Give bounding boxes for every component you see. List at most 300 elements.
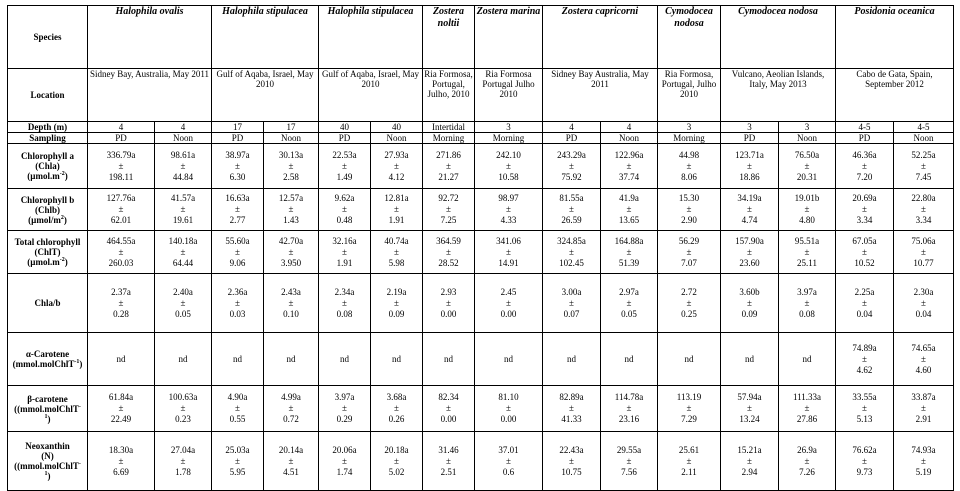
value-line: 81.10 xyxy=(498,392,519,402)
value-line: 102.45 xyxy=(559,257,584,268)
value-line: ± xyxy=(342,160,347,171)
value-line: 2.91 xyxy=(915,414,932,424)
value-line: 98.61a xyxy=(170,149,196,160)
value-line: 157.90a xyxy=(735,235,764,246)
value-line: ± xyxy=(626,246,632,257)
value-line: 38.97a xyxy=(225,149,250,160)
value-line: 82.89a xyxy=(559,392,584,402)
value-line: 127.76a xyxy=(106,193,136,203)
value-line: 10.58 xyxy=(498,171,519,182)
value-line: 41.33 xyxy=(561,414,582,424)
value-line: ± xyxy=(862,403,867,413)
beta-value-cell xyxy=(601,386,658,432)
chlt-value-cell xyxy=(264,231,319,274)
location-cell: Sidney Bay, Australia, May 2011 xyxy=(88,69,212,122)
value-line: ± xyxy=(506,160,511,171)
value-line: 9.73 xyxy=(856,466,873,477)
value-line: ± xyxy=(342,297,347,308)
value-line: 26.59 xyxy=(561,215,582,225)
value-line: ± xyxy=(506,204,511,214)
value-line: 3.68a xyxy=(386,392,407,402)
neo-value-cell xyxy=(658,432,721,491)
value-line: 51.39 xyxy=(618,257,640,268)
species-cell: Posidonia oceanica xyxy=(836,6,954,69)
value-line: ± xyxy=(446,246,451,257)
chla-value-cell xyxy=(423,144,475,189)
beta-value-cell xyxy=(894,386,954,432)
value-line: 341.06 xyxy=(496,235,521,246)
value-line: 27.93a xyxy=(384,149,409,160)
beta-value-cell xyxy=(155,386,212,432)
value-line: 0.55 xyxy=(229,414,246,424)
value-line: ± xyxy=(686,403,692,413)
value-line: ± xyxy=(569,455,574,466)
chla-value-cell xyxy=(601,144,658,189)
value-line: 0.09 xyxy=(388,308,405,319)
species-cell: Halophila stipulacea xyxy=(212,6,319,69)
value-line: ± xyxy=(506,455,511,466)
depth-value-cell: 4 xyxy=(543,122,601,133)
value-line: 75.06a xyxy=(911,235,936,246)
value-line: 33.55a xyxy=(852,392,877,402)
value-line: 3.97a xyxy=(797,286,817,297)
alpha-row xyxy=(8,333,954,386)
value-line: 13.24 xyxy=(739,414,760,424)
ratio-row xyxy=(8,274,954,333)
value-line: 95.51a xyxy=(794,235,820,246)
chla-value-cell xyxy=(475,144,543,189)
alpha-value-cell xyxy=(475,333,543,386)
value-line: 44.84 xyxy=(172,171,194,182)
value-line: 75.92 xyxy=(561,171,582,182)
value-line: 0.25 xyxy=(681,308,697,319)
value-line: 3.00a xyxy=(561,286,582,297)
value-line: 2.58 xyxy=(283,171,299,182)
chlb-value-cell xyxy=(88,189,155,231)
depth-value-cell: Intertidal xyxy=(423,122,475,133)
chlt-value-cell xyxy=(155,231,212,274)
value-line: ± xyxy=(862,353,867,364)
value-line: ± xyxy=(180,403,186,413)
value-line: ± xyxy=(118,160,124,171)
value-line: 0.07 xyxy=(563,308,580,319)
value-line: ± xyxy=(626,403,632,413)
value-line: 1.91 xyxy=(336,257,353,268)
value-line: 81.55a xyxy=(559,193,584,203)
value-line: 57.94a xyxy=(737,392,762,402)
value-line: 0.03 xyxy=(229,308,246,319)
chlb-value-cell xyxy=(601,189,658,231)
ratio-value-cell xyxy=(779,274,836,333)
beta-value-cell xyxy=(779,386,836,432)
location-cell: Gulf of Aqaba, Israel, May 2010 xyxy=(212,69,319,122)
value-line: ± xyxy=(804,297,810,308)
value-line: 10.77 xyxy=(913,257,934,268)
value-line: 44.98 xyxy=(678,149,700,160)
chlb-value-cell xyxy=(264,189,319,231)
value-line: 64.44 xyxy=(172,257,194,268)
value-line: 31.46 xyxy=(438,444,459,455)
depth-value-cell: 17 xyxy=(212,122,264,133)
value-line: ± xyxy=(506,403,511,413)
value-line: 1.78 xyxy=(175,466,191,477)
value-line: 0.04 xyxy=(856,308,873,319)
location-row xyxy=(8,69,954,122)
value-line: 22.80a xyxy=(911,193,936,203)
sampling-value-cell: PD xyxy=(721,133,779,144)
neo-value-cell xyxy=(88,432,155,491)
neo-value-cell xyxy=(155,432,212,491)
value-line: ± xyxy=(921,297,926,308)
value-line: ± xyxy=(921,353,926,364)
value-line: ± xyxy=(180,160,186,171)
value-line: 29.55a xyxy=(616,444,642,455)
depth-value-cell: 3 xyxy=(721,122,779,133)
value-line: 0.00 xyxy=(440,414,457,424)
chlt-value-cell xyxy=(779,231,836,274)
value-line: ± xyxy=(180,455,186,466)
value-line: nd xyxy=(745,353,754,364)
value-line: 13.65 xyxy=(618,215,640,225)
value-line: ± xyxy=(446,297,451,308)
chla-value-cell xyxy=(88,144,155,189)
value-line: 33.87a xyxy=(911,392,936,402)
value-line: 0.00 xyxy=(440,308,457,319)
value-line: 26.9a xyxy=(797,444,817,455)
value-line: 20.31 xyxy=(796,171,818,182)
value-line: ± xyxy=(118,455,124,466)
value-line: ± xyxy=(446,455,451,466)
chlt-value-cell xyxy=(88,231,155,274)
value-line: 0.29 xyxy=(336,414,353,424)
species-cell: Halophila stipulacea xyxy=(319,6,423,69)
alpha-value-cell xyxy=(319,333,371,386)
neo-value-cell xyxy=(721,432,779,491)
location-cell: Ria Formosa Portugal Julho 2010 xyxy=(475,69,543,122)
chlb-value-cell xyxy=(836,189,894,231)
ratio-value-cell xyxy=(543,274,601,333)
value-line: 3.34 xyxy=(915,215,932,225)
alpha-value-cell xyxy=(836,333,894,386)
value-line: 324.85a xyxy=(557,235,586,246)
value-line: ± xyxy=(686,297,692,308)
chla-header: Chlorophyll a (Chla) $(\mu mol.m^{-2})$ xyxy=(8,144,88,189)
ratio-value-cell xyxy=(319,274,371,333)
neo-value-cell xyxy=(779,432,836,491)
value-line: ± xyxy=(862,160,867,171)
value-line: ± xyxy=(394,297,399,308)
value-line: ± xyxy=(804,160,810,171)
value-line: 25.03a xyxy=(225,444,250,455)
value-line: ± xyxy=(446,160,451,171)
value-line: 2.37a xyxy=(111,286,131,297)
value-line: ± xyxy=(804,204,810,214)
value-line: 2.51 xyxy=(440,466,457,477)
chlt-value-cell xyxy=(319,231,371,274)
value-line: ± xyxy=(921,160,926,171)
value-line: 4.51 xyxy=(283,466,299,477)
sampling-value-cell: Morning xyxy=(475,133,543,144)
value-line: 243.29a xyxy=(557,149,586,160)
value-line: 37.74 xyxy=(618,171,640,182)
value-line: nd xyxy=(684,353,694,364)
value-line: 5.02 xyxy=(388,466,405,477)
value-line: 18.30a xyxy=(108,444,134,455)
value-line: ± xyxy=(747,403,752,413)
value-line: 0.08 xyxy=(799,308,815,319)
value-line: ± xyxy=(862,455,867,466)
value-line: 7.20 xyxy=(856,171,873,182)
value-line: 92.72 xyxy=(438,193,459,203)
pigment-table xyxy=(7,5,954,491)
depth-value-cell: 4-5 xyxy=(836,122,894,133)
value-line: 2.94 xyxy=(741,466,758,477)
value-line: ± xyxy=(686,204,692,214)
value-line: 2.34a xyxy=(334,286,355,297)
value-line: 52.25a xyxy=(911,149,936,160)
alpha-value-cell xyxy=(658,333,721,386)
beta-header: β-carotene ((mmol.molChlT- $^1$) xyxy=(8,386,88,432)
depth-value-cell: 17 xyxy=(264,122,319,133)
chlb-value-cell xyxy=(212,189,264,231)
value-line: 6.30 xyxy=(229,171,246,182)
value-line: 61.84a xyxy=(108,392,134,402)
sampling-row xyxy=(8,133,954,144)
species-cell: Zostera marina xyxy=(475,6,543,69)
beta-value-cell xyxy=(88,386,155,432)
value-line: 2.90 xyxy=(681,215,697,225)
location-cell: Sidney Bay Australia, May 2011 xyxy=(543,69,658,122)
value-line: ± xyxy=(921,246,926,257)
neo-value-cell xyxy=(601,432,658,491)
chla-value-cell xyxy=(721,144,779,189)
chlt-value-cell xyxy=(423,231,475,274)
chla-row xyxy=(8,144,954,189)
species-cell: Halophila ovalis xyxy=(88,6,212,69)
value-line: 98.97 xyxy=(498,193,519,203)
value-line: 464.55a xyxy=(106,235,136,246)
value-line: 6.69 xyxy=(113,466,129,477)
chlt-value-cell xyxy=(543,231,601,274)
neo-value-cell xyxy=(212,432,264,491)
value-line: 2.77 xyxy=(229,215,246,225)
chlt-value-cell xyxy=(894,231,954,274)
value-line: 15.21a xyxy=(737,444,762,455)
sampling-value-cell: Noon xyxy=(264,133,319,144)
neo-value-cell xyxy=(894,432,954,491)
value-line: ± xyxy=(288,297,294,308)
alpha-value-cell xyxy=(371,333,423,386)
ratio-value-cell xyxy=(601,274,658,333)
beta-value-cell xyxy=(264,386,319,432)
species-header: Species xyxy=(8,6,88,69)
chlt-value-cell xyxy=(212,231,264,274)
value-line: ± xyxy=(235,455,240,466)
value-line: ± xyxy=(804,455,810,466)
sampling-value-cell: Noon xyxy=(779,133,836,144)
value-line: 30.13a xyxy=(278,149,304,160)
depth-value-cell: 3 xyxy=(658,122,721,133)
neo-value-cell xyxy=(836,432,894,491)
chlt-row xyxy=(8,231,954,274)
value-line: ± xyxy=(235,160,240,171)
sampling-value-cell: Noon xyxy=(601,133,658,144)
value-line: 8.06 xyxy=(681,171,697,182)
sampling-header: Sampling xyxy=(8,133,88,144)
value-line: 25.61 xyxy=(678,444,700,455)
value-line: ± xyxy=(180,246,186,257)
chla-value-cell xyxy=(658,144,721,189)
value-line: ± xyxy=(118,246,124,257)
value-line: 2.40a xyxy=(173,286,193,297)
beta-value-cell xyxy=(212,386,264,432)
chlb-value-cell xyxy=(319,189,371,231)
value-line: nd xyxy=(178,353,188,364)
value-line: ± xyxy=(394,403,399,413)
chla-value-cell xyxy=(212,144,264,189)
value-line: nd xyxy=(504,353,513,364)
neo-value-cell xyxy=(371,432,423,491)
value-line: 7.25 xyxy=(440,215,457,225)
value-line: 34.19a xyxy=(737,193,762,203)
value-line: 32.16a xyxy=(332,235,357,246)
value-line: nd xyxy=(802,353,812,364)
chla-value-cell xyxy=(264,144,319,189)
chlb-value-cell xyxy=(155,189,212,231)
beta-value-cell xyxy=(423,386,475,432)
value-line: 111.33a xyxy=(792,392,822,402)
value-line: ± xyxy=(747,455,752,466)
value-line: 122.96a xyxy=(614,149,644,160)
value-line: 4.74 xyxy=(741,215,758,225)
value-line: nd xyxy=(116,353,126,364)
chlt-value-cell xyxy=(721,231,779,274)
neo-value-cell xyxy=(319,432,371,491)
value-line: 37.01 xyxy=(498,444,519,455)
chlb-value-cell xyxy=(894,189,954,231)
depth-value-cell: 4 xyxy=(601,122,658,133)
chlb-value-cell xyxy=(371,189,423,231)
value-line: 4.60 xyxy=(915,364,932,375)
value-line: 4.90a xyxy=(227,392,248,402)
value-line: 2.19a xyxy=(386,286,407,297)
beta-value-cell xyxy=(319,386,371,432)
ratio-value-cell xyxy=(88,274,155,333)
value-line: 242.10 xyxy=(496,149,521,160)
value-line: 5.19 xyxy=(915,466,932,477)
ratio-value-cell xyxy=(894,274,954,333)
value-line: ± xyxy=(446,403,451,413)
value-line: 22.53a xyxy=(332,149,357,160)
chla-value-cell xyxy=(155,144,212,189)
value-line: 2.93 xyxy=(440,286,457,297)
value-line: 0.00 xyxy=(500,414,517,424)
depth-value-cell: 40 xyxy=(371,122,423,133)
value-line: 7.07 xyxy=(681,257,697,268)
value-line: ± xyxy=(569,204,574,214)
value-line: ± xyxy=(626,455,632,466)
value-line: 76.62a xyxy=(852,444,877,455)
value-line: 20.18a xyxy=(384,444,409,455)
value-line: 2.25a xyxy=(854,286,875,297)
sampling-value-cell: PD xyxy=(319,133,371,144)
value-line: 0.08 xyxy=(336,308,353,319)
value-line: 7.45 xyxy=(915,171,932,182)
value-line: 12.81a xyxy=(384,193,409,203)
location-cell: Cabo de Gata, Spain, September 2012 xyxy=(836,69,954,122)
sampling-value-cell: Noon xyxy=(894,133,954,144)
neo-value-cell xyxy=(543,432,601,491)
value-line: 2.30a xyxy=(913,286,934,297)
value-line: 27.86 xyxy=(796,414,818,424)
value-line: 164.88a xyxy=(614,235,644,246)
value-line: 4.99a xyxy=(281,392,301,402)
value-line: ± xyxy=(506,297,511,308)
alpha-value-cell xyxy=(721,333,779,386)
value-line: ± xyxy=(506,246,511,257)
value-line: nd xyxy=(624,353,634,364)
value-line: 9.62a xyxy=(334,193,355,203)
value-line: 23.16 xyxy=(618,414,640,424)
value-line: 22.43a xyxy=(559,444,584,455)
value-line: 0.6 xyxy=(502,466,515,477)
value-line: 19.61 xyxy=(172,215,194,225)
value-line: 4.33 xyxy=(500,215,517,225)
value-line: 55.60a xyxy=(225,235,250,246)
value-line: 0.04 xyxy=(915,308,932,319)
chlb-value-cell xyxy=(779,189,836,231)
value-line: 2.36a xyxy=(227,286,248,297)
value-line: 0.48 xyxy=(336,215,353,225)
species-cell: Cymodocea nodosa xyxy=(658,6,721,69)
chlt-value-cell xyxy=(836,231,894,274)
value-line: ± xyxy=(747,246,752,257)
value-line: 198.11 xyxy=(108,171,134,182)
depth-value-cell: 4 xyxy=(155,122,212,133)
chla-value-cell xyxy=(836,144,894,189)
value-line: 9.06 xyxy=(229,257,246,268)
value-line: 18.86 xyxy=(739,171,760,182)
value-line: 16.63a xyxy=(225,193,250,203)
value-line: ± xyxy=(686,455,692,466)
chlb-header: Chlorophyll b (Chlb) $(\mu mol/m^2)$ xyxy=(8,189,88,231)
value-line: 0.26 xyxy=(388,414,405,424)
value-line: 27.04a xyxy=(170,444,196,455)
value-line: 42.70a xyxy=(278,235,304,246)
value-line: 364.59 xyxy=(436,235,461,246)
value-line: 74.89a xyxy=(852,342,877,353)
value-line: 40.74a xyxy=(384,235,409,246)
value-line: ± xyxy=(288,204,294,214)
value-line: 2.45 xyxy=(500,286,517,297)
value-line: 260.03 xyxy=(108,257,134,268)
sampling-value-cell: Noon xyxy=(155,133,212,144)
value-line: ± xyxy=(235,204,240,214)
value-line: ± xyxy=(118,204,124,214)
value-line: 21.27 xyxy=(438,171,459,182)
ratio-value-cell xyxy=(423,274,475,333)
value-line: 7.26 xyxy=(799,466,815,477)
neo-row xyxy=(8,432,954,491)
value-line: 22.49 xyxy=(110,414,132,424)
value-line: 3.34 xyxy=(856,215,873,225)
value-line: 0.05 xyxy=(621,308,637,319)
value-line: ± xyxy=(342,246,347,257)
location-cell: Ria Formosa, Portugal, Julho 2010 xyxy=(658,69,721,122)
chla-value-cell xyxy=(543,144,601,189)
species-cell: Zostera capricorni xyxy=(543,6,658,69)
value-line: 1.74 xyxy=(336,466,353,477)
